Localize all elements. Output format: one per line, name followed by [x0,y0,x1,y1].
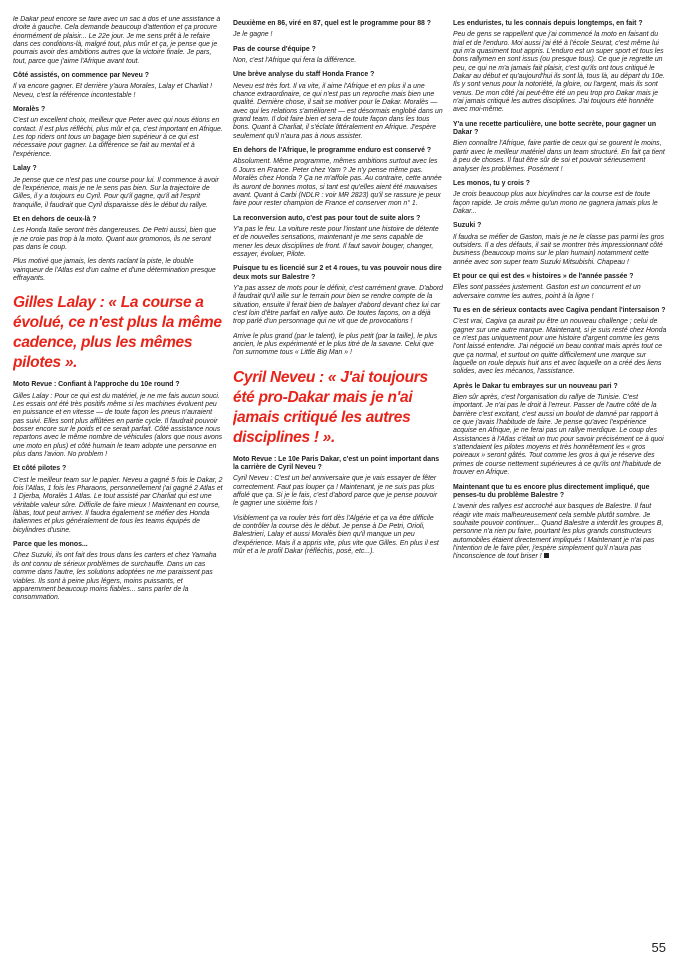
question: Les enduristes, tu les connais depuis longtemps, en fait ? [453,20,643,27]
column-left [13,16,223,933]
question: Parce que les monos... [13,541,88,549]
paragraph: Bien connaître l'Afrique, faire partie de ceux qui se gourent le moins, partir avec le meilleur matériel dans un team structuré. En fait ça tient à peu de choses. Il faut être sûr de soi et pouvoir sérieusement analyser les problèmes. Posément ! [453,140,665,173]
paragraph: Cyril Neveu : C'est un bel anniversaire que je vais essayer de fêter correctement. Faut pas louper ça ! Maintenant, je ne suis pas plus affolé que ça. Si je le fais, c'est d'abord parce que je pense pouvoir le gagner une sixième fois ! [233,475,438,508]
question: Et en dehors de ceux-là ? [13,215,97,223]
question: Y'a une recette particulière, une botte secrète, pour gagner un Dakar ? [453,120,657,137]
paragraph: Il faudra se méfier de Gaston, mais je ne le classe pas parmi les gros outsiders. Il a des défauts, il sait se montrer très impressionnant côté business (beaucoup moins sur le plan humain) notamment cette année avec son super team Suzuki Mitsubishi. Chapeau ! [453,233,665,266]
question: Tu es en de sérieux contacts avec Cagiva pendant l'intersaison ? [453,306,666,314]
paragraph: Elles sont passées justement. Gaston est un concurrent et un adversaire comme les autres, point à la ligne ! [453,284,641,300]
paragraph: Peu de gens se rappellent que j'ai commencé la moto en faisant du trial et de l'enduro. Moi aussi j'ai été à l'école Seurat, c'est même lui qui m'a quasiment tout appris. L'enduro est un super sport et tous les bons rallymen en sont issus (ou presque tous). Ce que je regrette un peu, ce qui ne m'a jamais fait plaisir, c'est qu'ils ont tous critiqué le Dakar au début et qu'aujourd'hui ils sont là, tous là, au départ du 10e. Ils y sont venus pour la notoriété, la gloire, ou l'argent, mais ils sont venus. De mon côté j'ai peut-être été un peu trop pro Dakar mais je n'ai jamais critiqué les autres disciplines. J'ai toujours été honnête avec moi-même. [453,31,665,114]
paragraph: le Dakar peut encore se faire avec un sac à dos et une assistance à droite à gauche. Cela demande beaucoup d'attention et ça procure énormément de plaisir... Le 22e jour. Je me sens prêt à le refaire dans ces conditions-là, malgré tout, plus mûr et ça, je pense que je pourrais avoir des ambitions autres que la victoire finale. Je pars, tout, parce que j'aime l'Afrique avant tout. [13,16,221,65]
paragraph: Non, c'est l'Afrique qui fera la différence. [233,57,357,65]
paragraph: Je pense que ce n'est pas une course pour lui. Il commence à avoir de l'expérience, mais je ne le sens pas bien. Sur la trajectoire de Gilles, il y a toujours eu Cyril. Pour qu'il gagne, qu'il ait l'esprit tranquille, il faudrait que Cyril disparaisse dès le début du rallye. [13,176,219,209]
question: Et pour ce qui est des « histoires » de l'année passée ? [453,272,634,280]
section-heading: Moralès ? [13,106,46,114]
paragraph: Chez Suzuki, ils ont fait des trous dans les carters et chez Yamaha ils ont connu de sérieux problèmes de surchauffe. Dans un cas comme dans l'autre, les solutions adoptées ne me paraissent pas viables. Ils sont à peine plus légers, moins puissants, et apparemment beaucoup moins fiables... sans parler de la consommation. [13,552,217,602]
question: Maintenant que tu es encore plus directement impliqué, que penses-tu du problème Balestre ? [453,483,650,499]
question: Deuxième en 86, viré en 87, quel est le programme pour 88 ? [233,20,431,27]
end-of-article-mark [544,553,549,558]
paragraph: Y'a pas assez de mots pour le définir, c'est carrément grave. D'abord il faudrait qu'il aille sur le terrain pour bien se rendre compte de la situation, ensuite il ferait bien de balayer d'abord devant chez lui car c'est loin d'être parfait en rallye auto. De toutes façons, on a déjà trop parlé d'un personnage qui ne vit que de provocations ! [233,284,443,326]
question: Une brève analyse du staff Honda France ? [233,71,375,79]
question: La reconversion auto, c'est pas pour tout de suite alors ? [233,214,421,222]
paragraph: Gilles Lalay : Pour ce qui est du matériel, je ne me fais aucun souci. Les essais ont été très positifs même si les machines évoluent peu en puissance et en vitesse — de toute façon les pneus n'auraient pas suivi. Elles sont plus affûtées en partie cycle. Il faudrait pouvoir bosser encore sur le poids et ce serait parfait. Côté assistance nous repartons avec le même nombre de véhicules (alors que nous avons une moto en plus) et côté humain le team adopte une personne en plus dans l'avion. No problem ! [13,392,223,459]
question: Les monos, tu y crois ? [453,179,530,187]
paragraph: Absolument. Même programme, mêmes ambitions surtout avec les 6 Jours en France. Peter chez Yam ? Je n'y pense même pas. Moralès chez Honda ? Ça ne m'affole pas. Au contraire, cette année ils auront de bonnes motos, si tant est qu'elles aient été mauvaises avant. Quant à Carbi (NDLR : voir MR 2823) qu'il se rassure je peux faire pour rester champion de France et conserver mon n° 1. [233,158,442,208]
question: Moto Revue : Confiant à l'approche du 10e round ? [13,381,180,389]
question: Pas de course d'équipe ? [233,45,316,53]
paragraph: Il va encore gagner. Et derrière y'aura Morales, Lalay et Charliat ! Neveu, c'est la référence incontestable ! [13,83,213,99]
section-heading: Lalay ? [13,165,37,173]
section-heading: Suzuki ? [453,222,482,230]
question: Et côté pilotes ? [13,465,67,473]
paragraph [453,503,667,561]
final-paragraph-text: L'avenir des rallyes est accroché aux basques de Balestre. Il faut réagir vite mais malheureusement cela semble plutôt sombre. Je souhaite pouvoir continuer... Quand Balestre a interdit les groupes B, personne n'a rien pu faire, pourtant les plus grands constructeurs automobiles étaient directement impliqués ! Maintenant je n'ai pas l'intention de le faire plier, j'espère simplement qu'il n'aura pas l'inconscience de tout briser ! [453,503,664,561]
headline-lalay: Gilles Lalay : « La course a évolué, ce n'est plus la même cadence, plus les mêmes pilotes ». [13,294,222,372]
paragraph: C'est le meilleur team sur le papier. Neveu a gagné 5 fois le Dakar, 2 fois l'Atlas, 1 fois les Pharaons, personnellement j'ai gagné 2 Atlas et 1 Djerba, Moralès 1 Atlas. Le tout assisté par Charliat qui est une véritable valeur sûre. Difficile de faire mieux ! Maintenant en course, làbas, tout peut arriver. Il faudra également se méfier des Honda italiennes et plus généralement de tous les teams équipés de bicylindres d'usine. [13,476,223,534]
paragraph: Je le gagne ! [233,31,273,39]
intro-paragraph: Plus motivé que jamais, les dents raclant la piste, le double vainqueur de l'Atlas est d'un calme et d'une détermination presque effrayants. [13,258,216,282]
paragraph: Les Honda Italie seront très dangereuses. De Petri aussi, bien que je ne croie pas trop à la moto. Quant aux gromonos, ils ne seront pas dans le coup. [13,227,217,251]
paragraph: Bien sûr après, c'est l'organisation du rallye de Tunisie. C'est important. Je n'ai pas le droit à l'erreur. Passer de l'autre côté de la barrière c'est excitant, c'est aussi un boulot de damné par rapport à ce que j'avais l'habitude de faire. Je pense qu'avec l'expérience acquise en Afrique, je ne ferai pas un rallye merdique. Le coup des Assistances à l'Atlas c'était un truc pour savoir précisément ce à quoi s'attendaient les pilotes moyens et très honnêtement les « gros poireaux » seront gâtés. Tout comme les gros à qui je réserve des primes de course nettement supérieures à ce qu'ils ont l'habitude de trouver en Afrique. [453,394,664,477]
intro-paragraph: Arrive le plus grand (par le talent), le plus petit (par la taille), le plus ancien, le plus expérimenté et le plus titré de la savane. Celui que l'on surnomme tous « Little Big Man » ! [233,332,438,357]
paragraph: Neveu est très fort. Il va vite, il aime l'Afrique et en plus il a une chance extraordinaire, ce qui n'est pas un reproche mais bien une qualité. Dernière chose, il sait se motiver pour le Dakar. Moralès — avec qui les relations s'améliorent — est désormais englobé dans un grand team. Il doit faire bien et sera de toute façon dans les tous bons. Quant à Charliat, il s'éclate littéralement en Afrique. J'espère seulement qu'il n'aura pas à nous assister. [233,82,443,140]
column-right [453,16,667,933]
question: Puisque tu es licencié sur 2 et 4 roues, tu vas pouvoir nous dire deux mots sur Balestre ? [233,265,442,281]
page-number: 55 [651,940,666,955]
paragraph: C'est vrai, Cagiva ça aurait pu être un nouveau challenge ; celui de gagner sur une autre marque. Maintenant, si je suis resté chez Honda ce n'est pas uniquement pour une histoire d'argent comme les gens l'ont laissé entendre. J'ai négocié un beau contrat mais après tout ce que ça normal, et surtout on quitte difficilement une marque sur laquelle on roule depuis huit ans et avec laquelle on a créé des liens solides, avec les mécanos, l'assistance. [453,318,667,376]
paragraph: C'est un excellent choix, meilleur que Peter avec qui nous étions en contact. Il est plus réfléchi, plus mûr et ça, c'est important en Afrique. Les top riders ont tous un bagage bien supérieur à ce qui est nécessaire pour gagner. La différence se fait au mental et à l'expérience. [13,117,223,158]
question: Après le Dakar tu embrayes sur un nouveau pari ? [453,382,618,390]
question: Moto Revue : Le 10e Paris Dakar, c'est un point important dans la carrière de Cyril Neveu ? [233,455,440,472]
headline-neveu: Cyril Neveu : « J'ai toujours été pro-Dakar mais je n'ai jamais critiqué les autres disciplines ! ». [233,368,428,446]
paragraph: Je crois beaucoup plus aux bicylindres car la course est de toute façon rapide. Je crois même qu'un mono ne gagnera jamais plus le Dakar... [453,191,658,215]
question: En dehors de l'Afrique, le programme enduro est conservé ? [233,147,432,155]
column-middle [233,16,443,933]
paragraph: Visiblement ça va rouler très fort dès l'Algérie et ça va être difficile de contrôler la course dès le début. Je pense à De Petri, Orioli, Balestrieri, Lalay et aussi Moralès bien qu'il manque un peu d'expérience. Mais il a appris vite, plus vite que Gilles. En plus il est mûr et a le profil Dakar (réfléchis, posé, etc...). [233,514,439,556]
question: Côté assistés, on commence par Neveu ? [13,72,149,80]
paragraph: Y'a pas le feu. La voiture reste pour l'instant une histoire de détente et de nouvelles sensations, maintenant je me sens capable de mener les deux disciplines de front. Il faut savoir bouger, changer, essayer, évoluer, Pilote. [233,225,439,258]
